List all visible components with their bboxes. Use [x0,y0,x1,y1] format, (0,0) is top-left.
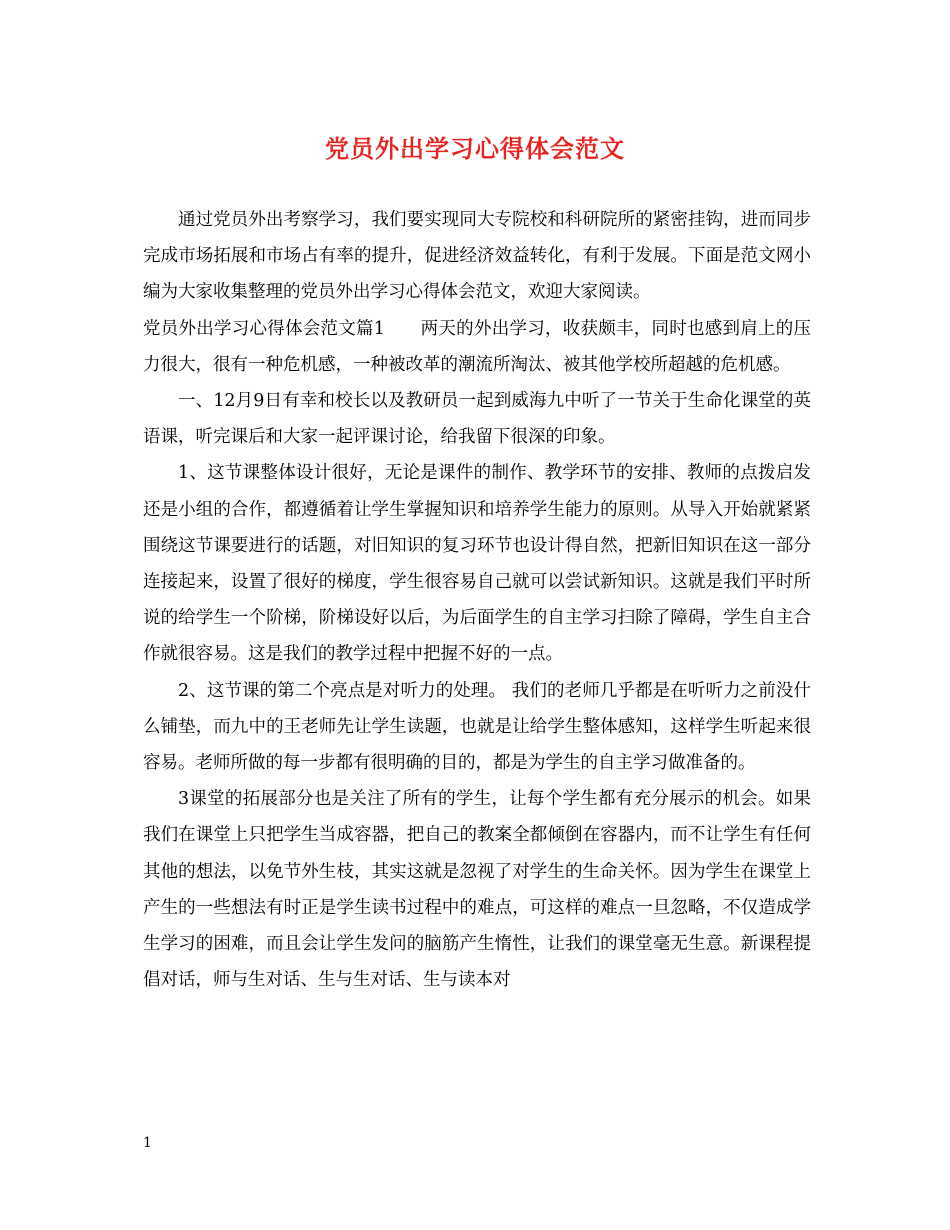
page-number: 1 [143,1135,152,1151]
body-paragraph-point-three: 3课堂的拓展部分也是关注了所有的学生，让每个学生都有充分展示的机会。如果我们在课堂上只把学生当成容器，把自己的教案全都倾倒在容器内，而不让学生有任何其他的想法，以免节外生枝，其实这就是忽视了对学生的生命关怀。因为学生在课堂上产生的一些想法有时正是学生读书过程中的难点，可这样的难点一旦忽略，不仅造成学生学习的困难，而且会让学生发问的脑筋产生惰性，让我们的课堂毫无生意。新课程提倡对话，师与生对话、生与生对话、生与读本对 [143,789,811,991]
body-paragraph-section-one: 一、12月9日有幸和校长以及教研员一起到威海九中听了一节关于生命化课堂的英语课，听完课后和大家一起评课讨论，给我留下很深的印象。 [143,391,811,448]
body-paragraph-point-one: 1、这节课整体设计很好，无论是课件的制作、教学环节的安排、教师的点拨启发还是小组的合作，都遵循着让学生掌握知识和培养学生能力的原则。从导入开始就紧紧围绕这节课要进行的话题，对旧知识的复习环节也设计得自然，把新旧知识在这一部分连接起来，设置了很好的梯度，学生很容易自己就可以尝试新知识。这就是我们平时所说的给学生一个阶梯，阶梯设好以后，为后面学生的自主学习扫除了障碍，学生自主合作就很容易。这是我们的教学过程中把握不好的一点。 [143,463,811,665]
document-body [143,202,811,998]
body-paragraph-intro: 通过党员外出考察学习，我们要实现同大专院校和科研院所的紧密挂钩，进而同步完成市场拓展和市场占有率的提升，促进经济效益转化，有利于发展。下面是范文网小编为大家收集整理的党员外出学习心得体会范文，欢迎大家阅读。 [143,210,811,303]
document-title: 党员外出学习心得体会范文 [325,134,625,163]
body-paragraph-article-start: 党员外出学习心得体会范文篇1 两天的外出学习，收获颇丰，同时也感到肩上的压力很大，很有一种危机感，一种被改革的潮流所淘汰、被其他学校所超越的危机感。 [143,318,811,375]
body-paragraph-point-two: 2、这节课的第二个亮点是对听力的处理。 我们的老师几乎都是在听听力之前没什么铺垫，而九中的王老师先让学生读题，也就是让给学生整体感知，这样学生听起来很容易。老师所做的每一步都有很明确的目的，都是为学生的自主学习做准备的。 [143,680,811,774]
